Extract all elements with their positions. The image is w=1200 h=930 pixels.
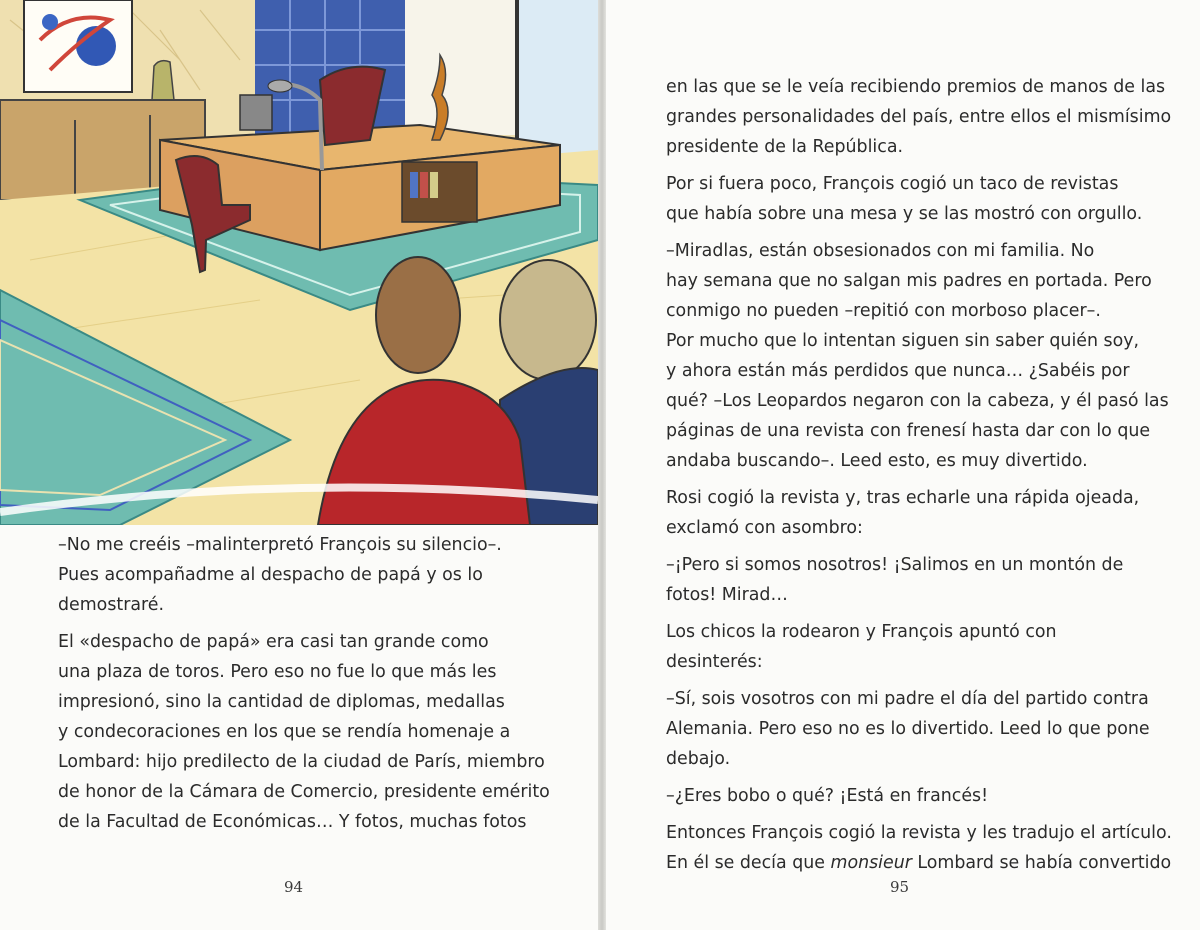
text-run: Entonces François cogió la revista y les tradujo el artículo. En él se decía que [666,823,1172,873]
page-number: 94 [284,878,304,896]
paragraph: –Sí, sois vosotros con mi padre el día del partido contra Alemania. Pero eso no es lo divertido. Leed lo que pone debajo. [666,689,1150,769]
right-page-text [666,72,1186,878]
page-number: 95 [890,878,910,896]
text-run: Lombard se había convertido [911,853,1172,873]
paragraph: Rosi cogió la revista y, tras echarle una rápida ojeada, exclamó con asombro: [666,488,1140,538]
paragraph: Por si fuera poco, François cogió un taco de revistas que había sobre una mesa y se las mostró con orgullo. [666,174,1143,224]
paragraph: –No me creéis –malinterpretó François su silencio–. Pues acompañadme al despacho de papá y os lo demostraré. [58,535,502,615]
paragraph: –¡Pero si somos nosotros! ¡Salimos en un montón de fotos! Mirad… [666,555,1124,605]
book-gutter [598,0,606,930]
paragraph: Los chicos la rodearon y François apuntó con desinterés: [666,622,1057,672]
paragraph: –¿Eres bobo o qué? ¡Está en francés! [666,786,989,806]
paragraph-last [666,818,1186,878]
paragraph: El «despacho de papá» era casi tan grande como una plaza de toros. Pero eso no fue lo que más les impresionó, sino la cantidad de diplomas, medallas y condecoraciones en los que se rendía homenaje a Lombard: hijo predilecto de la ciudad de París, miembro de honor de la Cámara de Comercio, presidente emérito de la Facultad de Económicas… Y fotos, muchas fotos [58,632,550,832]
right-page [606,0,1200,930]
left-page-text [58,530,578,837]
paragraph: en las que se le veía recibiendo premios de manos de las grandes personalidades del país, entre ellos el mismísimo presidente de la República. [666,77,1172,157]
left-page [0,0,598,930]
office-illustration [0,0,598,525]
paragraph: –Miradlas, están obsesionados con mi familia. No hay semana que no salgan mis padres en portada. Pero conmigo no pueden –repitió con morboso placer–. Por mucho que lo intentan siguen sin saber quién soy, y ahora están más perdidos que nunca… ¿Sabéis por qué? –Los Leopardos negaron con la cabeza, y él pasó las páginas de una revista con frenesí hasta dar con lo que andaba buscando–. Leed esto, es muy divertido. [666,241,1169,471]
emphasis-text: monsieur [830,853,912,873]
